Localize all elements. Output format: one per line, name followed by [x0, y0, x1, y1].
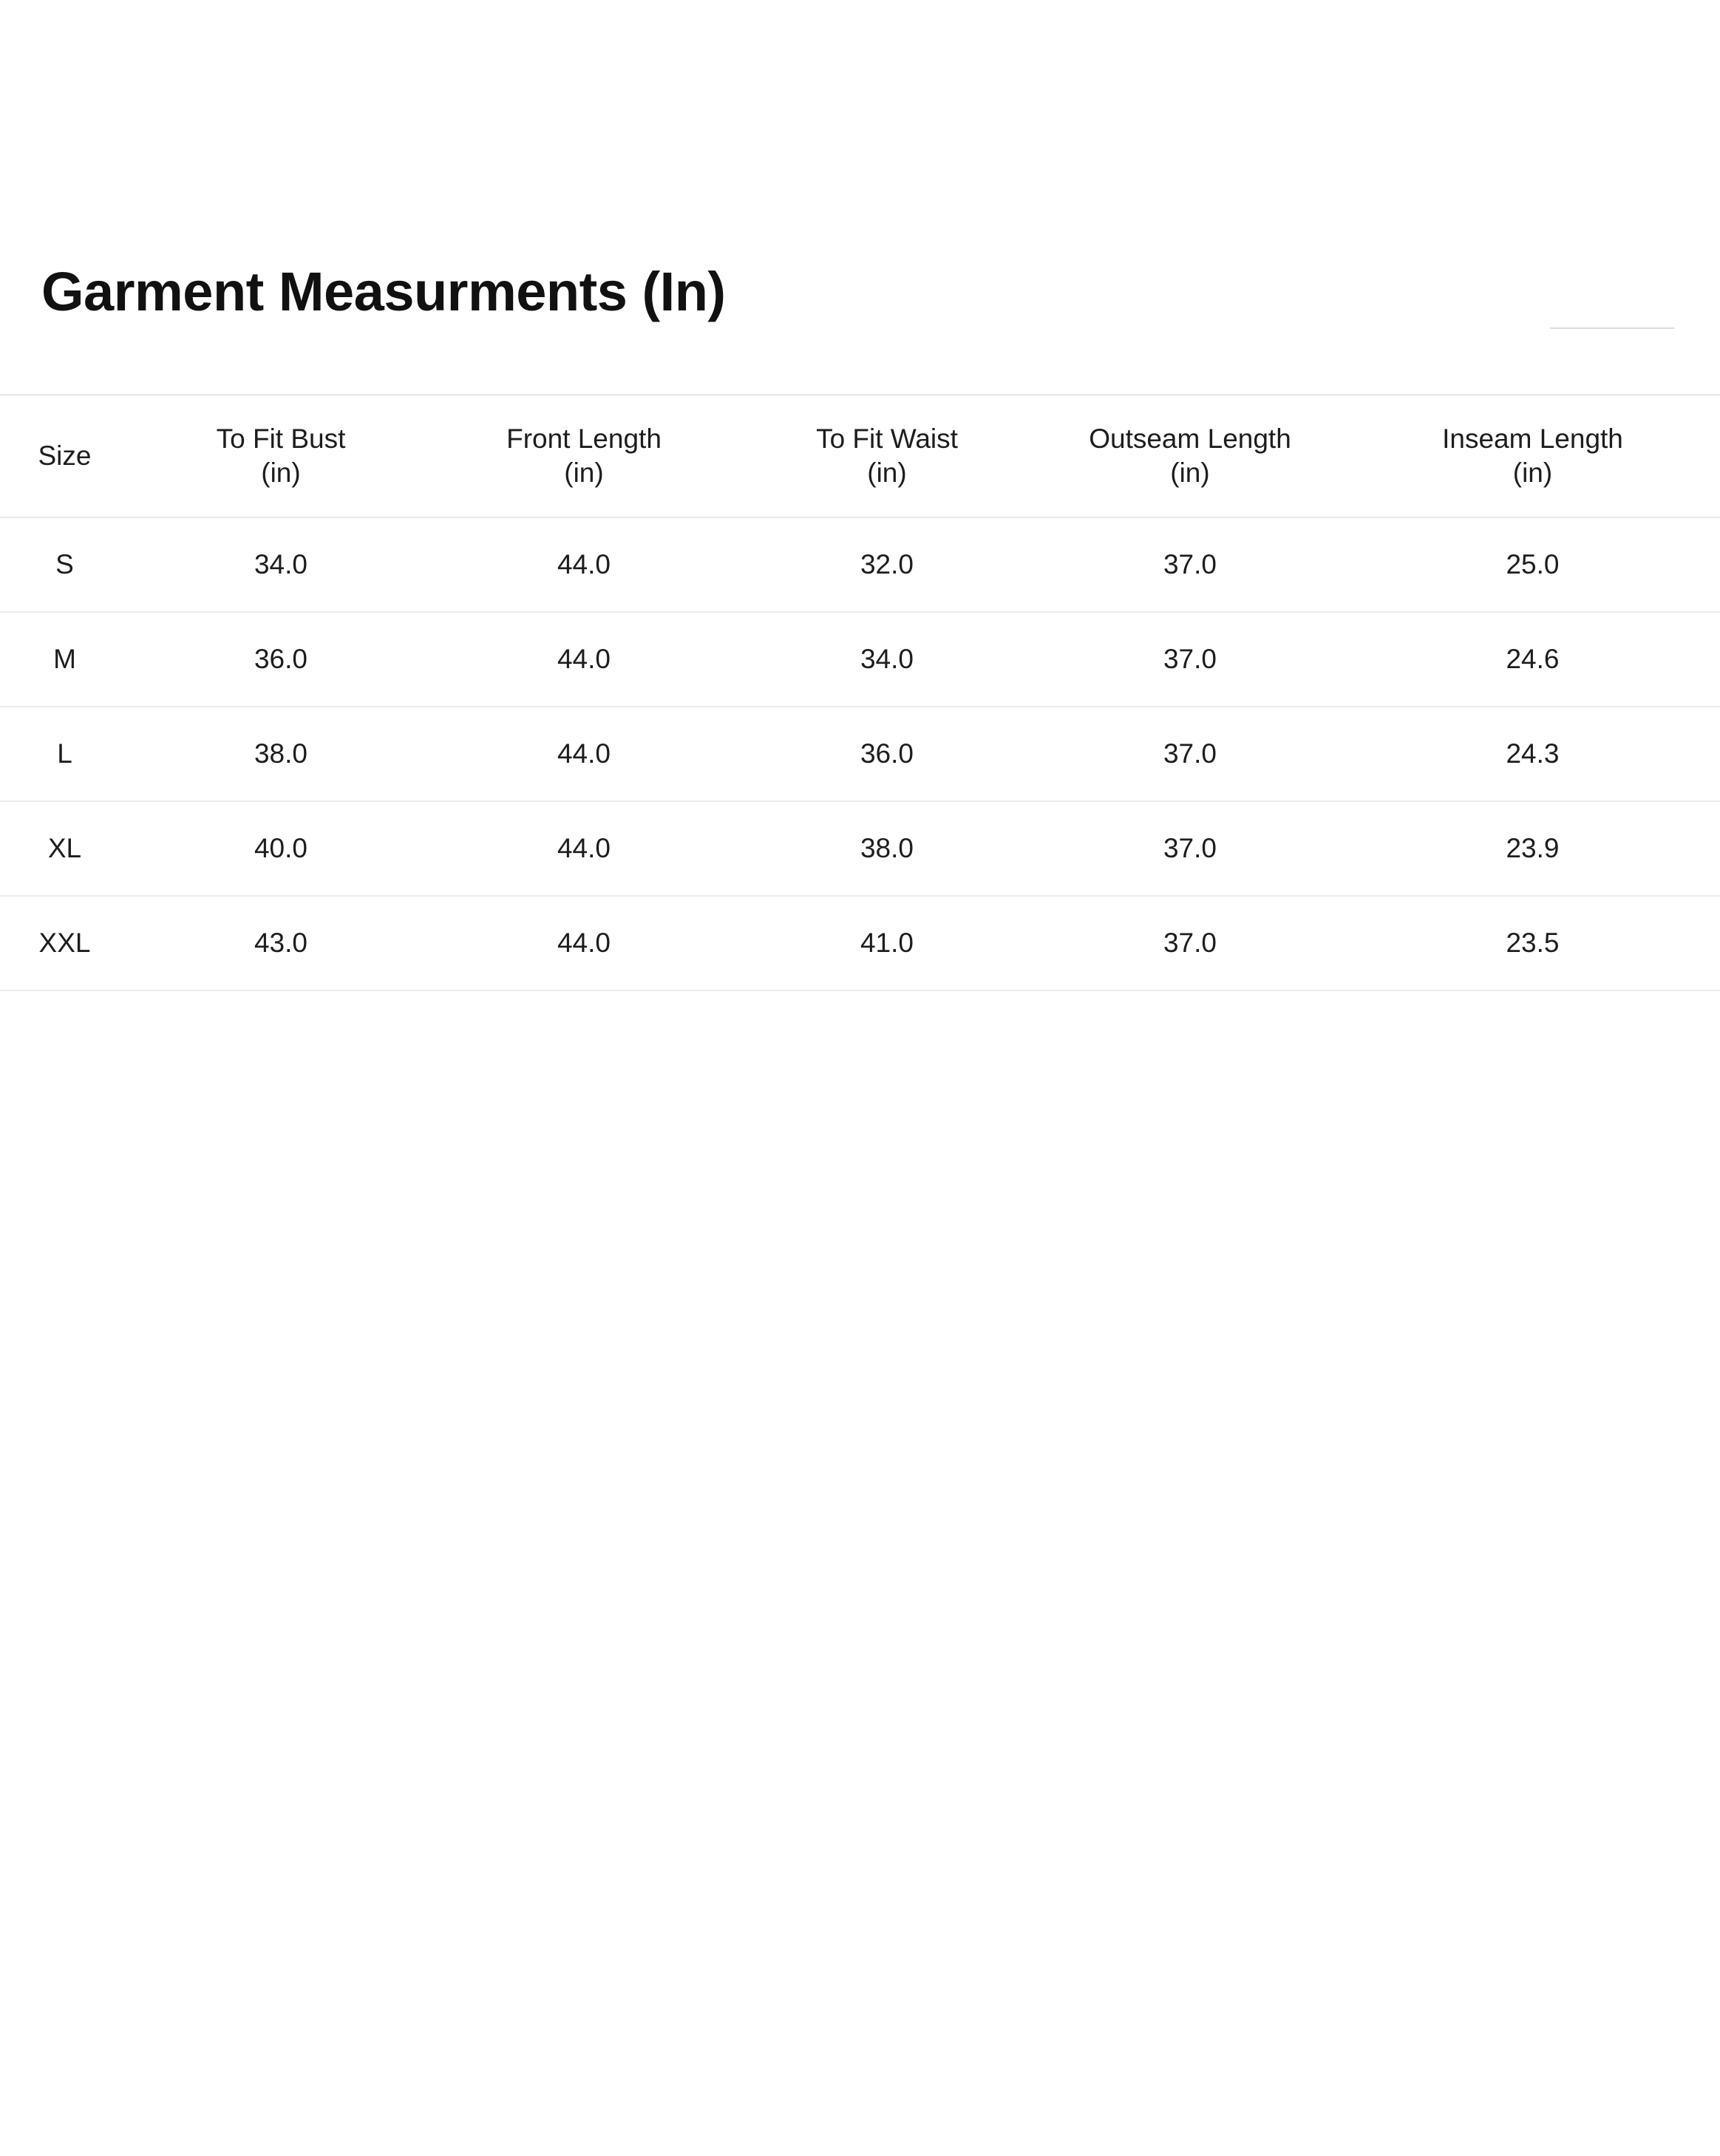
cell-outseam-length: 37.0 — [1039, 612, 1342, 707]
cell-to-fit-waist: 38.0 — [735, 801, 1039, 896]
cell-to-fit-waist: 36.0 — [735, 707, 1039, 801]
cell-outseam-length: 37.0 — [1039, 707, 1342, 801]
column-header-to-fit-bust-label: To Fit Bust — [216, 423, 346, 454]
cell-inseam-length: 23.9 — [1342, 801, 1720, 896]
column-header-outseam-length — [1039, 395, 1342, 517]
table-row — [0, 801, 1720, 896]
column-header-size-label: Size — [38, 440, 92, 471]
column-header-to-fit-waist — [735, 395, 1039, 517]
cell-to-fit-waist: 32.0 — [735, 517, 1039, 612]
cell-front-length: 44.0 — [432, 517, 735, 612]
measurements-table — [0, 394, 1720, 991]
column-header-size — [0, 395, 129, 517]
cell-to-fit-waist: 34.0 — [735, 612, 1039, 707]
column-header-outseam-length-label: Outseam Length — [1089, 423, 1291, 454]
cell-size: XXL — [0, 896, 129, 990]
column-header-to-fit-bust — [129, 395, 432, 517]
cell-size: M — [0, 612, 129, 707]
cell-outseam-length: 37.0 — [1039, 517, 1342, 612]
cell-size: XL — [0, 801, 129, 896]
page-title: Garment Measurments (In) — [41, 261, 726, 322]
cell-inseam-length: 23.5 — [1342, 896, 1720, 990]
table-header — [0, 395, 1720, 517]
cell-size: L — [0, 707, 129, 801]
cell-front-length: 44.0 — [432, 896, 735, 990]
cell-outseam-length: 37.0 — [1039, 896, 1342, 990]
column-header-front-length-label: Front Length — [506, 423, 662, 454]
column-header-front-length — [432, 395, 735, 517]
table-row — [0, 707, 1720, 801]
cell-to-fit-bust: 38.0 — [129, 707, 432, 801]
table-row — [0, 896, 1720, 990]
column-header-outseam-length-unit: (in) — [1170, 458, 1210, 488]
cell-size: S — [0, 517, 129, 612]
table-header-row — [0, 395, 1720, 517]
column-header-front-length-unit: (in) — [564, 458, 604, 488]
table-row — [0, 517, 1720, 612]
cell-inseam-length: 24.6 — [1342, 612, 1720, 707]
title-divider — [1550, 327, 1674, 329]
cell-inseam-length: 25.0 — [1342, 517, 1720, 612]
cell-to-fit-waist: 41.0 — [735, 896, 1039, 990]
column-header-to-fit-waist-unit: (in) — [867, 458, 907, 488]
column-header-inseam-length — [1342, 395, 1720, 517]
cell-to-fit-bust: 34.0 — [129, 517, 432, 612]
cell-outseam-length: 37.0 — [1039, 801, 1342, 896]
cell-to-fit-bust: 43.0 — [129, 896, 432, 990]
column-header-to-fit-waist-label: To Fit Waist — [816, 423, 958, 454]
column-header-to-fit-bust-unit: (in) — [261, 458, 301, 488]
table-body — [0, 517, 1720, 990]
cell-front-length: 44.0 — [432, 801, 735, 896]
cell-front-length: 44.0 — [432, 707, 735, 801]
measurements-table-container — [0, 394, 1720, 991]
cell-to-fit-bust: 36.0 — [129, 612, 432, 707]
cell-front-length: 44.0 — [432, 612, 735, 707]
cell-to-fit-bust: 40.0 — [129, 801, 432, 896]
table-row — [0, 612, 1720, 707]
cell-inseam-length: 24.3 — [1342, 707, 1720, 801]
column-header-inseam-length-label: Inseam Length — [1442, 423, 1623, 454]
column-header-inseam-length-unit: (in) — [1512, 458, 1553, 488]
